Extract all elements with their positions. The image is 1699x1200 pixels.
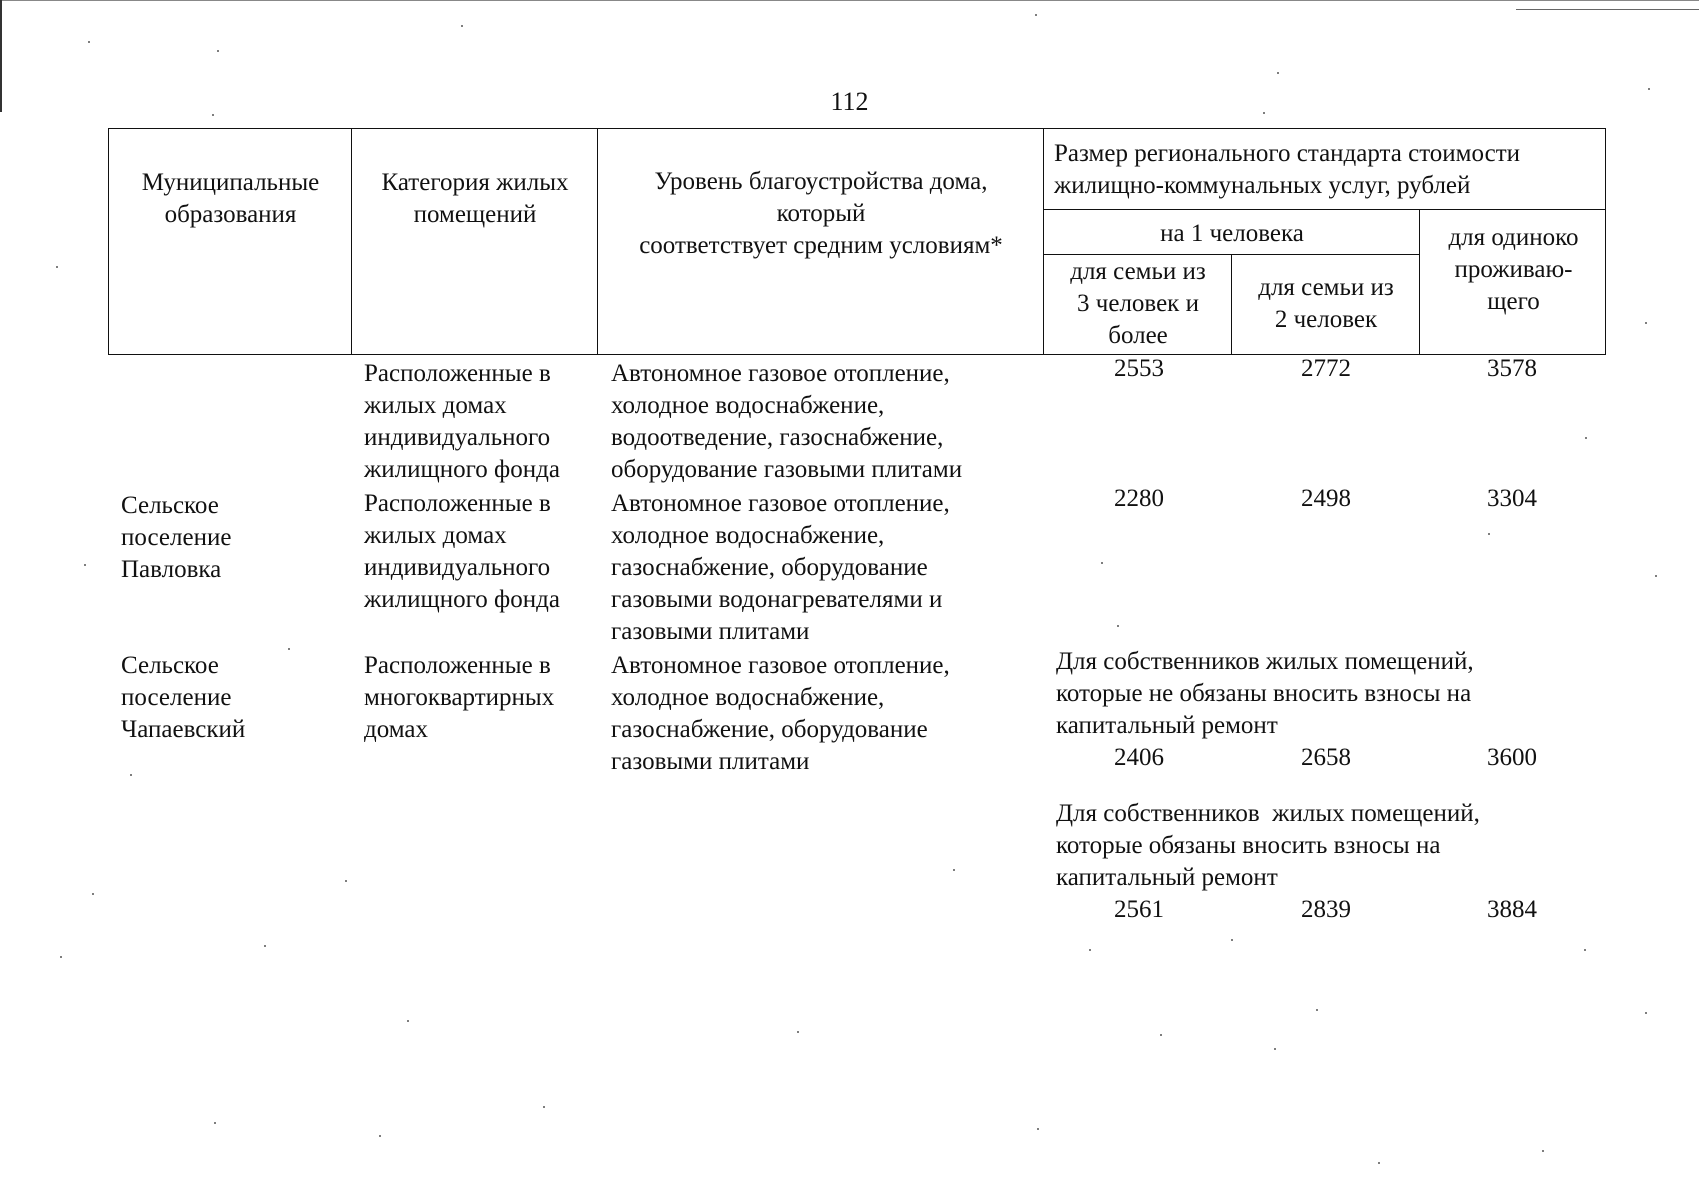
scan-edge-top [0,0,1699,1]
scan-speck [1585,437,1587,439]
scan-speck [1263,112,1265,114]
value-family2: 2839 [1301,896,1351,923]
value-family2: 2772 [1301,355,1351,382]
category-cell: Расположенные в жилых домах индивидуального жилищного фонда [364,360,560,483]
category-cell: Расположенные в жилых домах индивидуального жилищного фонда [364,490,560,613]
scan-speck [1101,562,1103,564]
scan-speck [1274,1048,1276,1050]
scan-edge-mark [1516,9,1699,10]
scan-speck [1037,1128,1039,1130]
scan-speck [407,1020,409,1022]
scan-speck [84,564,86,566]
amenity-level-cell: Автономное газовое отопление, холодное водоснабжение, газоснабжение, оборудование газовыми водонагревателями и газовыми плитами [611,490,950,645]
header-housing-category: Категория жилых помещений [381,169,569,228]
scan-speck [214,1122,216,1124]
owners-note-capital-repair: Для собственников жилых помещений, которые обязаны вносить взносы на капитальный ремонт [1056,800,1480,891]
value-family2: 2658 [1301,744,1351,771]
municipality-chapaevsky: Сельское поселение Чапаевский [121,652,246,743]
scan-speck [212,114,214,116]
header-standard-size: Размер регионального стандарта стоимости жилищно-коммунальных услуг, рублей [1054,140,1521,199]
header-family-of-2: для семьи из 2 человек [1258,274,1394,333]
scan-speck [1231,939,1233,941]
header-divider-5 [1419,209,1420,355]
scan-speck [1160,1034,1162,1036]
scan-speck [1035,14,1037,16]
value-family3: 2406 [1114,744,1164,771]
header-divider-1 [351,128,352,355]
scan-speck [1378,1162,1380,1164]
value-single: 3884 [1487,896,1537,923]
value-single: 3600 [1487,744,1537,771]
scan-speck [1584,949,1586,951]
header-amenity-level: Уровень благоустройства дома, который соответствует средним условиям* [639,168,1003,259]
scan-speck [217,50,219,52]
scan-speck [1648,88,1650,90]
scan-speck [1089,949,1091,951]
scan-speck [264,945,266,947]
scan-speck [345,880,347,882]
scan-speck [1488,533,1490,535]
scan-speck [1277,72,1279,74]
scan-speck [1645,322,1647,324]
header-divider-4 [1043,209,1606,210]
page-number: 112 [830,87,869,116]
value-family3: 2280 [1114,485,1164,512]
amenity-level-cell: Автономное газовое отопление, холодное водоснабжение, водоотведение, газоснабжение, оборудование газовыми плитами [611,360,963,483]
scan-speck [1117,625,1119,627]
scan-speck [92,893,94,895]
header-family-of-3: для семьи из 3 человек и более [1070,258,1206,349]
scan-speck [1316,1009,1318,1011]
category-cell: Расположенные в многоквартирных домах [364,652,555,743]
header-divider-2 [597,128,598,355]
amenity-level-cell: Автономное газовое отопление, холодное водоснабжение, газоснабжение, оборудование газовыми плитами [611,652,950,775]
scan-speck [130,774,132,776]
scan-speck [88,41,90,43]
header-municipalities: Муниципальные образования [141,169,320,228]
scan-speck [953,869,955,871]
municipality-pavlovka: Сельское поселение Павловка [121,492,232,583]
value-family3: 2553 [1114,355,1164,382]
header-divider-7 [1231,254,1232,355]
value-single: 3304 [1487,485,1537,512]
scan-speck [56,266,58,268]
scan-speck [60,956,62,958]
scan-speck [288,648,290,650]
scan-speck [461,25,463,27]
header-single-resident: для одиноко проживаю- щего [1448,224,1579,315]
scan-speck [1645,1012,1647,1014]
scan-speck [1655,575,1657,577]
value-single: 3578 [1487,355,1537,382]
value-family3: 2561 [1114,896,1164,923]
scan-speck [379,1135,381,1137]
value-family2: 2498 [1301,485,1351,512]
owners-note-no-capital-repair: Для собственников жилых помещений, которые не обязаны вносить взносы на капитальный ремонт [1056,648,1474,739]
scan-speck [1542,1150,1544,1152]
header-divider-3 [1043,128,1044,355]
scan-speck [797,1031,799,1033]
header-per-person: на 1 человека [1160,220,1304,247]
scan-speck [543,1106,545,1108]
